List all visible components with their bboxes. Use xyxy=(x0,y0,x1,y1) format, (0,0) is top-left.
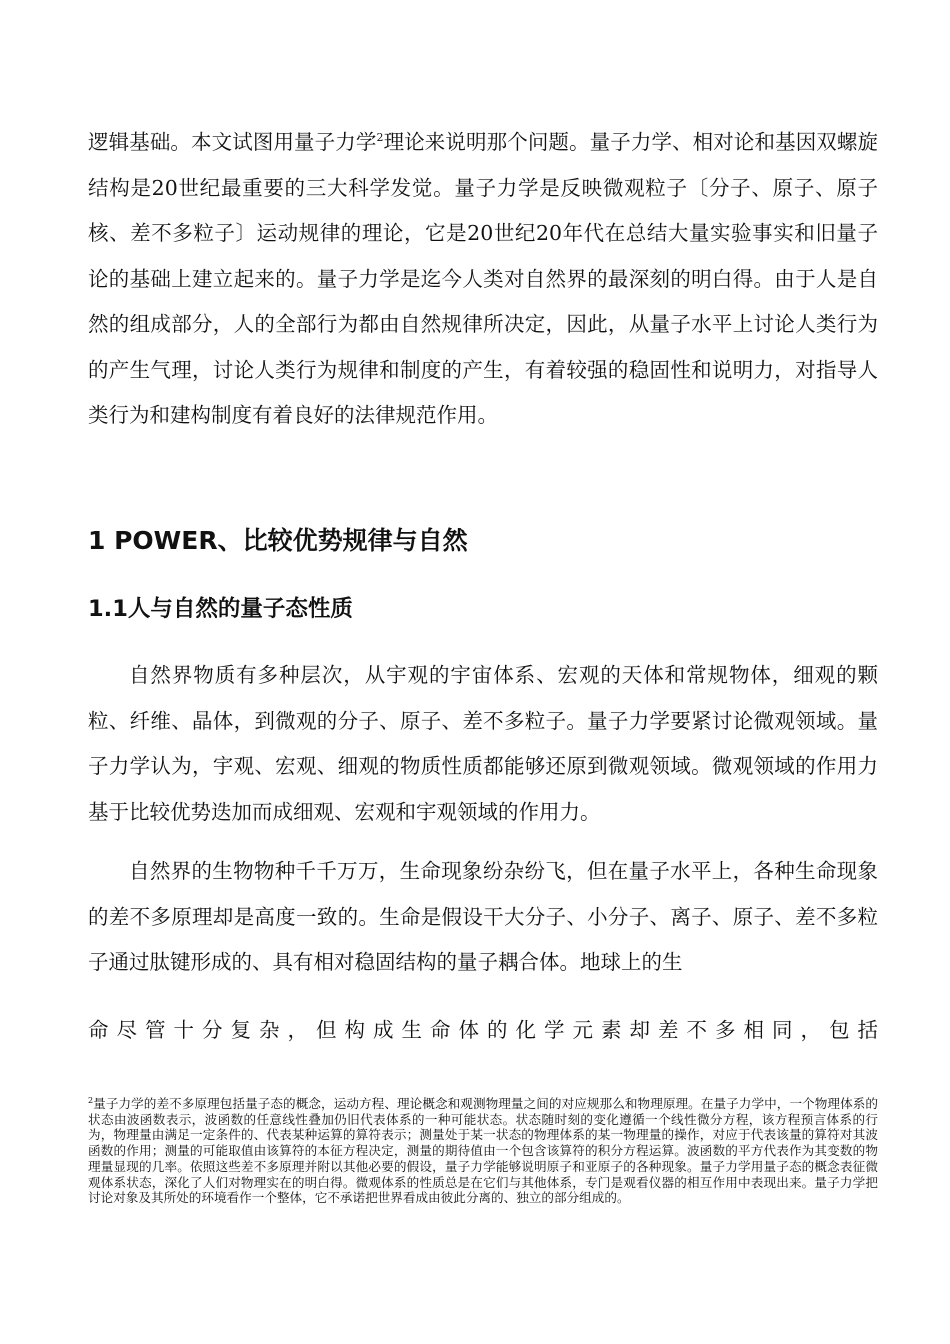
last-line-char: 化 xyxy=(515,1018,536,1042)
last-line-char: 同 xyxy=(772,1018,793,1042)
last-line-char: 分 xyxy=(202,1018,223,1042)
last-line-char: 包 xyxy=(829,1018,850,1042)
last-line-char: 复 xyxy=(230,1018,251,1042)
section-heading: 1 POWER、比较优势规律与自然 xyxy=(88,526,468,555)
last-line-char: 却 xyxy=(629,1018,650,1042)
last-line-char: 但 xyxy=(316,1018,337,1042)
last-line-char: 差 xyxy=(658,1018,679,1042)
last-line-char: 相 xyxy=(743,1018,764,1042)
body-paragraph-levels: 自然界物质有多种层次，从宇观的宇宙体系、宏观的天体和常规物体，细观的颗粒、纤维、晶体，到微观的分子、原子、差不多粒子。量子力学要紧讨论微观领域。量子力学认为，宇观、宏观、细观的物质性质都能够还原到微观领域。微观领域的作用力基于比较优势迭加而成细观、宏观和宇观领域的作用力。 xyxy=(88,663,878,824)
footnote-reference[interactable]: 2 xyxy=(376,131,384,145)
last-line-char: 不 xyxy=(686,1018,707,1042)
last-line-char: 多 xyxy=(715,1018,736,1042)
last-line-char: 十 xyxy=(173,1018,194,1042)
last-line-char: 构 xyxy=(344,1018,365,1042)
last-line-char: 学 xyxy=(544,1018,565,1042)
footnote-text: 量子力学的差不多原理包括量子态的概念，运动方程、理论概念和观测物理量之间的对应规那么和物理原理。在量子力学中，一个物理体系的状态由波函数表示，波函数的任意线性叠加仍旧代表体系的一种可能状态。状态随时刻的变化遵循一个线性微分方程，该方程预言体系的行为，物理量由满足一定条件的、代表某种运算的算符表示；测量处于某一状态的物理体系的某一物理量的操作，对应于代表该量的算符对其波函数的作用；测量的可能取值由该算符的本征方程决定，测量的期待值由一个包含该算符的积分方程运算。波函数的平方代表作为其变数的物理量显现的几率。依照这些差不多原理并附以其他必要的假设，量子力学能够说明原子和亚原子的各种现象。量子力学用量子态的概念表征微观体系状态，深化了人们对物理实在的明白得。微观体系的性质总是在它们与其他体系，专门是观看仪器的相互作用中表现出来。量子力学把讨论对象及其所处的环境看作一个整体，它不承诺把世界看成由彼此分离的、独立的部分组成的。 xyxy=(88,1096,878,1206)
last-line-char: ， xyxy=(287,1018,308,1042)
body-paragraph-life: 自然界的生物物种千千万万，生命现象纷杂纷飞，但在量子水平上，各种生命现象的差不多原理却是高度一致的。生命是假设干大分子、小分子、离子、原子、差不多粒子通过肽键形成的、具有相对稳固结构的量子耦合体。地球上的生 xyxy=(88,859,878,974)
justified-last-line xyxy=(88,1008,878,1054)
last-line-char: 尽 xyxy=(116,1018,137,1042)
last-line-char: 元 xyxy=(572,1018,593,1042)
intro-text-rest: 理论来说明那个问题。量子力学、相对论和基因双螺旋结构是20世纪最重要的三大科学发觉。量子力学是反映微观粒子〔分子、原子、原子核、差不多粒子〕运动规律的理论，它是20世纪20年代在总结大量实验事实和旧量子论的基础上建立起来的。量子力学是迄今人类对自然界的最深刻的明白得。由于人是自然的组成部分，人的全部行为都由自然规律所决定，因此，从量子水平上讨论人类行为的产生气理，讨论人类行为规律和制度的产生，有着较强的稳固性和说明力，对指导人类行为和建构制度有着良好的法律规范作用。 xyxy=(88,130,879,427)
last-line-char: ， xyxy=(800,1018,821,1042)
subsection-heading: 1.1人与自然的量子态性质 xyxy=(88,596,353,622)
footnote-marker: 2 xyxy=(88,1095,94,1105)
last-line-char: 管 xyxy=(145,1018,166,1042)
last-line-char: 生 xyxy=(401,1018,422,1042)
last-line-char: 的 xyxy=(487,1018,508,1042)
last-line-char: 括 xyxy=(857,1018,878,1042)
last-line-char: 成 xyxy=(373,1018,394,1042)
last-line-char: 命 xyxy=(430,1018,451,1042)
last-line-char: 命 xyxy=(88,1018,109,1042)
last-line-char: 素 xyxy=(601,1018,622,1042)
intro-paragraph xyxy=(88,120,878,439)
intro-text-start: 逻辑基础。本文试图用量子力学 xyxy=(88,130,377,154)
last-line-char: 体 xyxy=(458,1018,479,1042)
last-line-char: 杂 xyxy=(259,1018,280,1042)
footnote xyxy=(88,1096,878,1206)
